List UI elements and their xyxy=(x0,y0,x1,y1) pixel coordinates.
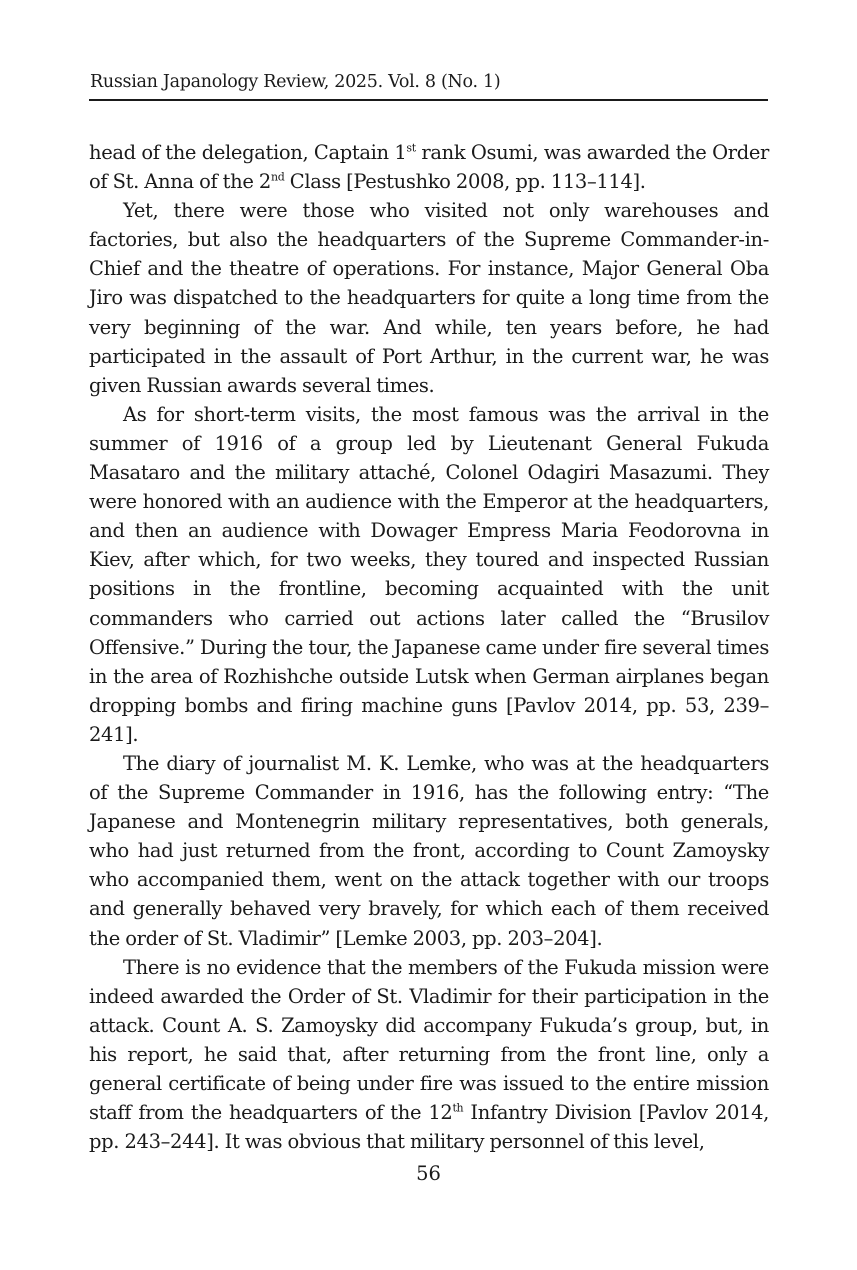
article-body xyxy=(89,138,769,1156)
ordinal-superscript: th xyxy=(452,1101,464,1115)
ordinal-superscript: nd xyxy=(270,170,285,184)
paragraph-text: There is no evidence that the members of the Fukuda mission were indeed awarded the Order of St. Vladimir for their participation in the attack. Count A. S. Zamoysky did accompany Fukuda’s group, but, in his report, he said that, after returning from the front line, only a general certificate of being under fire was issued to the entire mission staff from the headquarters of the 12 xyxy=(89,955,769,1125)
paragraph-continuation xyxy=(89,138,769,196)
paragraph: Yet, there were those who visited not only warehouses and factories, but also the headquarters of the Supreme Commander-in-Chief and the theatre of operations. For instance, Major General Oba Jiro was dispatched to the headquarters for quite a long time from the very beginning of the war. And while, ten years before, he had participated in the assault of Port Arthur, in the current war, he was given Russian awards several times. xyxy=(89,199,769,397)
paragraph: As for short-term visits, the most famous was the arrival in the summer of 1916 of a group led by Lieutenant General Fukuda Masataro and the military attaché, Colonel Odagiri Masazumi. They were honored with an audience with the Emperor at the headquarters, and then an audience with Dowager Empress Maria Feodorovna in Kiev, after which, for two weeks, they toured and inspected Russian positions in the frontline, becoming acquainted with the unit commanders who carried out actions later called the “Brusilov Offensive.” During the tour, the Japanese came under fire several times in the area of Rozhishche outside Lutsk when German airplanes began dropping bombs and firing machine guns [Pavlov 2014, pp. 53, 239–241]. xyxy=(89,402,769,746)
ordinal-superscript: st xyxy=(406,141,416,155)
page-number: 56 xyxy=(416,1162,441,1185)
running-header: Russian Japanology Review, 2025. Vol. 8 (No. 1) xyxy=(90,72,501,92)
header-divider xyxy=(89,99,768,101)
paragraph-text: head of the delegation, Captain 1 xyxy=(89,141,407,164)
paragraph-text: Class [Pestushko 2008, pp. 113–114]. xyxy=(284,170,646,194)
paragraph: The diary of journalist M. K. Lemke, who was at the headquarters of the Supreme Commander in 1916, has the following entry: “The Japanese and Montenegrin military representatives, both generals, who had just returned from the front, according to Count Zamoysky who accompanied them, went on the attack together with our troops and generally behaved very bravely, for which each of them received the order of St. Vladimir” [Lemke 2003, pp. 203–204]. xyxy=(89,751,769,950)
paragraph-text: Infantry Division [Pavlov 2014, pp. 243–244]. It was obvious that military personnel of this level, xyxy=(89,1101,769,1154)
paragraph-text: rank Osumi, was awarded the Order of St. Anna of the 2 xyxy=(89,141,769,194)
paragraph xyxy=(89,953,769,1157)
